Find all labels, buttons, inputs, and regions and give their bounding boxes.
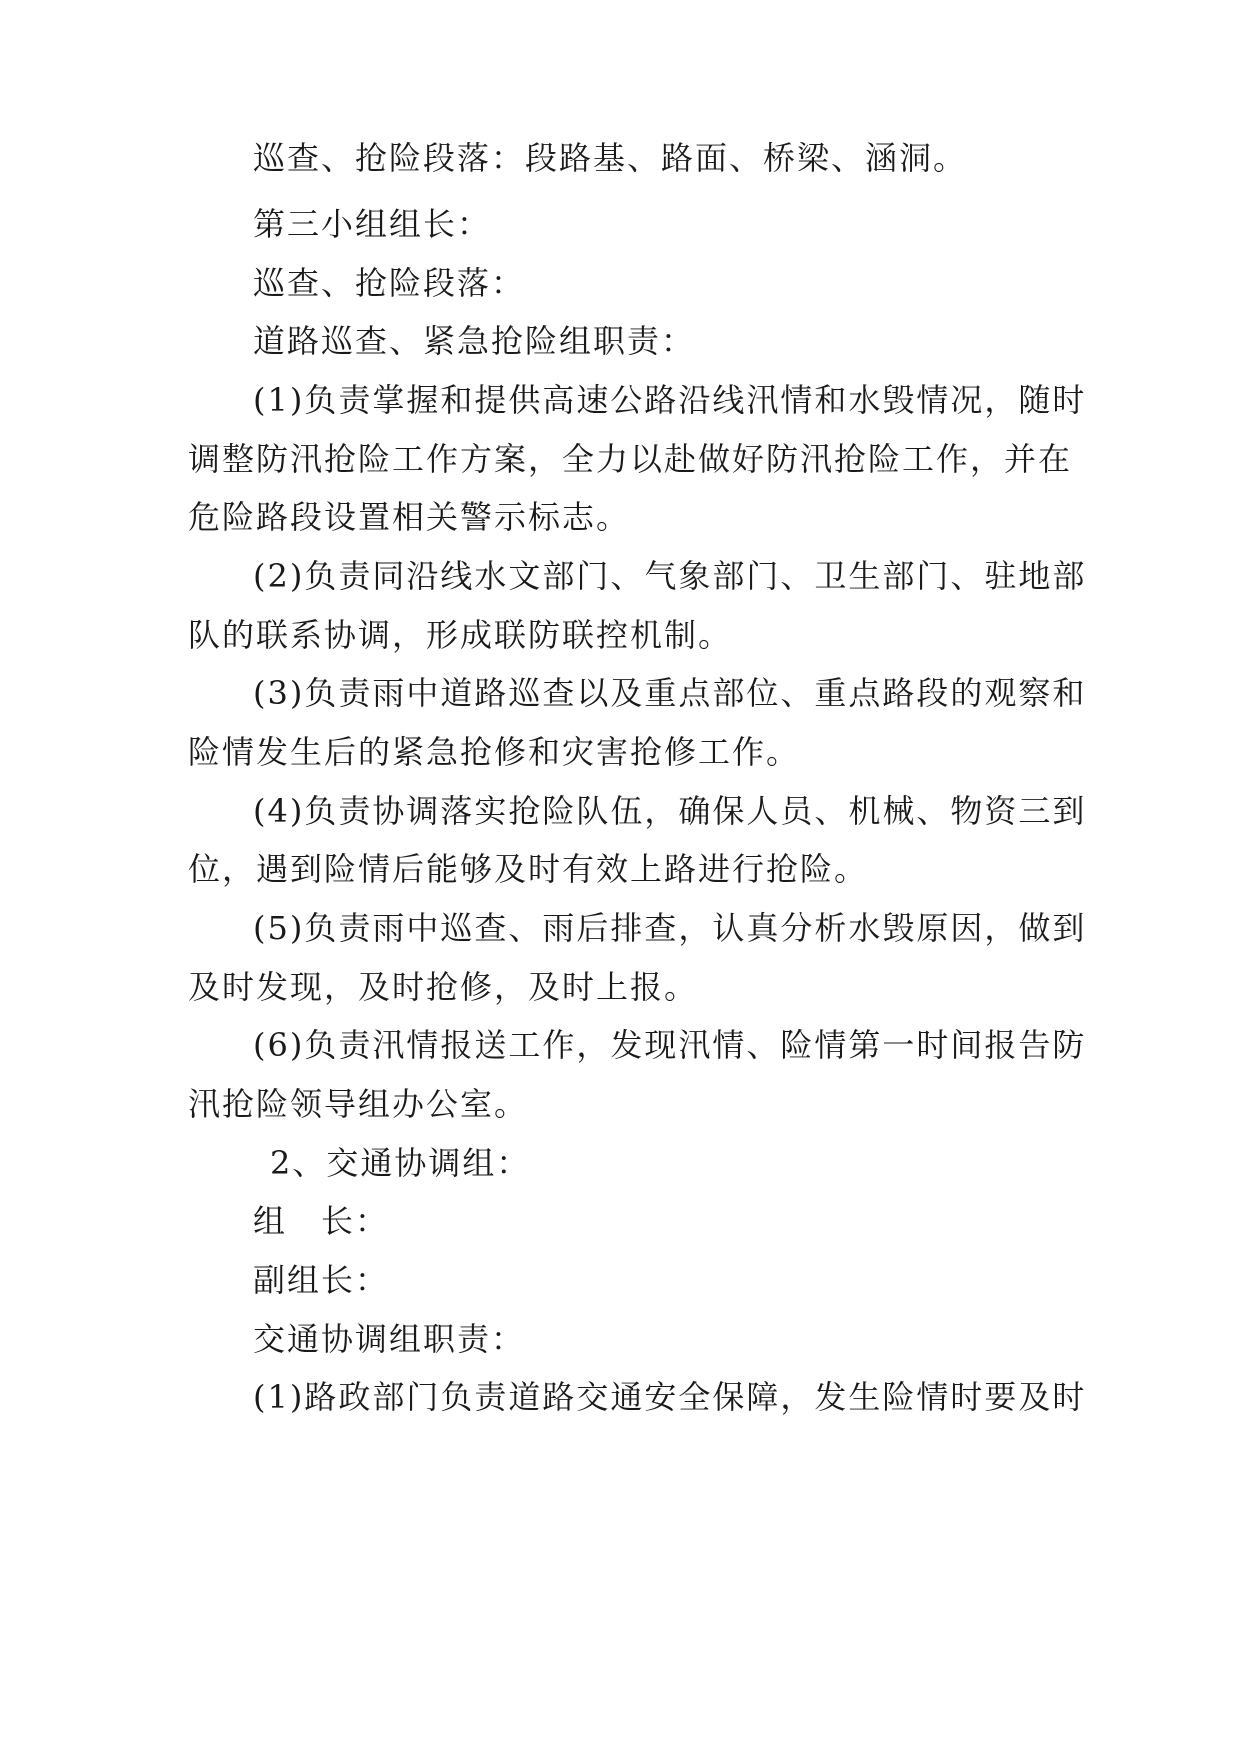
text-line: 副组长：	[253, 1261, 390, 1299]
section-heading: 2、交通协调组：	[270, 1144, 531, 1182]
text-line: (3)负责雨中道路巡查以及重点部位、重点路段的观察和	[253, 674, 1087, 712]
text-line: 交通协调组职责：	[253, 1320, 526, 1358]
text-line: (4)负责协调落实抢险队伍，确保人员、机械、物资三到	[253, 792, 1087, 830]
text-line: 险情发生后的紧急抢修和灾害抢修工作。	[188, 733, 801, 771]
text-line: 组 长：	[253, 1202, 390, 1240]
text-line: 位，遇到险情后能够及时有效上路进行抢险。	[188, 850, 869, 888]
text-line: (1)负责掌握和提供高速公路沿线汛情和水毁情况，随时	[253, 381, 1087, 419]
text-line: 巡查、抢险段落：	[253, 264, 526, 302]
text-line: 汛抢险领导组办公室。	[188, 1085, 529, 1123]
text-line: 及时发现，及时抢修，及时上报。	[188, 968, 699, 1006]
text-line: 调整防汛抢险工作方案，全力以赴做好防汛抢险工作，并在	[188, 440, 1073, 478]
text-line: (2)负责同沿线水文部门、气象部门、卫生部门、驻地部	[253, 557, 1087, 595]
text-line: (6)负责汛情报送工作，发现汛情、险情第一时间报告防	[253, 1026, 1087, 1064]
text-line: 道路巡查、紧急抢险组职责：	[253, 322, 696, 360]
text-line: 危险路段设置相关警示标志。	[188, 498, 631, 536]
text-line: 第三小组组长：	[253, 205, 492, 243]
text-line: 巡查、抢险段落：段路基、路面、桥梁、涵洞。	[253, 139, 968, 177]
text-line: (5)负责雨中巡查、雨后排查，认真分析水毁原因，做到	[253, 909, 1087, 947]
text-line: (1)路政部门负责道路交通安全保障，发生险情时要及时	[253, 1378, 1087, 1416]
text-line: 队的联系协调，形成联防联控机制。	[188, 616, 733, 654]
